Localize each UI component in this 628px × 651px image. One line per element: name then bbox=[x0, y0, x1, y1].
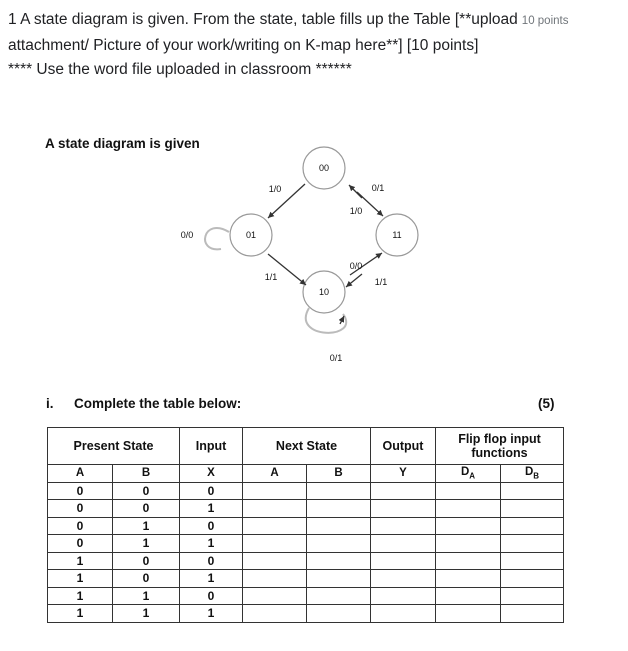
table-row bbox=[48, 517, 564, 535]
header-input: Input bbox=[180, 428, 243, 465]
cell-x: 1 bbox=[180, 605, 243, 623]
cell-next-b[interactable] bbox=[307, 517, 371, 535]
cell-next-a[interactable] bbox=[243, 552, 307, 570]
cell-da[interactable] bbox=[436, 482, 501, 500]
transition-label-01-10: 1/1 bbox=[264, 272, 278, 282]
cell-x: 1 bbox=[180, 570, 243, 588]
question-line-1-text: 1 A state diagram is given. From the state, table fills up the Table [**upload bbox=[8, 11, 518, 28]
arrow-11-00 bbox=[349, 185, 362, 198]
subheader-db-sub: B bbox=[533, 471, 540, 481]
header-output: Output bbox=[371, 428, 436, 465]
cell-next-a[interactable] bbox=[243, 500, 307, 518]
arrow-loop-10 bbox=[340, 316, 344, 324]
subheader-x: X bbox=[180, 465, 243, 483]
cell-a: 1 bbox=[48, 587, 113, 605]
cell-da[interactable] bbox=[436, 500, 501, 518]
table-header-row bbox=[48, 428, 564, 465]
cell-x: 0 bbox=[180, 517, 243, 535]
cell-next-b[interactable] bbox=[307, 535, 371, 553]
cell-output[interactable] bbox=[371, 517, 436, 535]
cell-da[interactable] bbox=[436, 587, 501, 605]
cell-a: 0 bbox=[48, 517, 113, 535]
sub-question bbox=[46, 396, 241, 411]
cell-db[interactable] bbox=[501, 517, 564, 535]
question-line-1 bbox=[8, 8, 618, 34]
question-image bbox=[0, 128, 628, 651]
cell-a: 0 bbox=[48, 535, 113, 553]
cell-next-b[interactable] bbox=[307, 605, 371, 623]
sub-question-number: i. bbox=[46, 396, 54, 411]
cell-output[interactable] bbox=[371, 552, 436, 570]
cell-b: 0 bbox=[113, 552, 180, 570]
table-row bbox=[48, 605, 564, 623]
cell-db[interactable] bbox=[501, 587, 564, 605]
cell-da[interactable] bbox=[436, 517, 501, 535]
arrow-11-10 bbox=[346, 274, 362, 287]
transition-label-11-00: 1/0 bbox=[349, 206, 363, 216]
cell-a: 1 bbox=[48, 605, 113, 623]
figure-title: A state diagram is given bbox=[45, 136, 200, 151]
cell-next-b[interactable] bbox=[307, 482, 371, 500]
table-row bbox=[48, 552, 564, 570]
question-line-3: **** Use the word file uploaded in classroom ****** bbox=[8, 61, 352, 78]
table-row bbox=[48, 535, 564, 553]
subheader-da-sub: A bbox=[469, 471, 476, 481]
cell-db[interactable] bbox=[501, 570, 564, 588]
cell-next-b[interactable] bbox=[307, 570, 371, 588]
cell-next-a[interactable] bbox=[243, 587, 307, 605]
cell-next-b[interactable] bbox=[307, 587, 371, 605]
subheader-b: B bbox=[113, 465, 180, 483]
cell-next-a[interactable] bbox=[243, 605, 307, 623]
table-row bbox=[48, 500, 564, 518]
transition-label-00-11: 0/1 bbox=[371, 183, 385, 193]
cell-da[interactable] bbox=[436, 605, 501, 623]
cell-output[interactable] bbox=[371, 500, 436, 518]
state-01-label: 01 bbox=[245, 230, 257, 240]
header-flip-flop: Flip flop input functions bbox=[436, 428, 564, 465]
cell-db[interactable] bbox=[501, 482, 564, 500]
points-badge: 10 points bbox=[521, 15, 569, 27]
subheader-next-b: B bbox=[307, 465, 371, 483]
cell-next-a[interactable] bbox=[243, 517, 307, 535]
cell-da[interactable] bbox=[436, 535, 501, 553]
transition-label-10-self: 0/1 bbox=[329, 353, 343, 363]
state-diagram bbox=[0, 128, 628, 388]
marks-label: (5) bbox=[538, 396, 555, 411]
cell-b: 1 bbox=[113, 535, 180, 553]
cell-db[interactable] bbox=[501, 535, 564, 553]
cell-da[interactable] bbox=[436, 552, 501, 570]
cell-b: 1 bbox=[113, 587, 180, 605]
cell-output[interactable] bbox=[371, 535, 436, 553]
transition-label-00-01: 1/0 bbox=[268, 184, 282, 194]
subheader-da bbox=[436, 465, 501, 483]
subheader-a: A bbox=[48, 465, 113, 483]
cell-a: 0 bbox=[48, 482, 113, 500]
cell-output[interactable] bbox=[371, 482, 436, 500]
table-subheader-row bbox=[48, 465, 564, 483]
subheader-da-base: D bbox=[460, 466, 470, 479]
question-text bbox=[8, 8, 618, 83]
cell-output[interactable] bbox=[371, 570, 436, 588]
transition-label-10-11: 1/1 bbox=[374, 277, 388, 287]
cell-x: 0 bbox=[180, 587, 243, 605]
cell-next-a[interactable] bbox=[243, 482, 307, 500]
cell-output[interactable] bbox=[371, 587, 436, 605]
subheader-db-base: D bbox=[524, 466, 534, 479]
header-present-state: Present State bbox=[48, 428, 180, 465]
cell-a: 1 bbox=[48, 570, 113, 588]
cell-db[interactable] bbox=[501, 605, 564, 623]
state-11-label: 11 bbox=[392, 230, 402, 240]
cell-db[interactable] bbox=[501, 500, 564, 518]
table-row bbox=[48, 482, 564, 500]
cell-b: 1 bbox=[113, 605, 180, 623]
subheader-db bbox=[501, 465, 564, 483]
cell-db[interactable] bbox=[501, 552, 564, 570]
cell-next-a[interactable] bbox=[243, 570, 307, 588]
cell-b: 0 bbox=[113, 500, 180, 518]
cell-x: 0 bbox=[180, 482, 243, 500]
cell-b: 1 bbox=[113, 517, 180, 535]
state-10-label: 10 bbox=[318, 287, 330, 297]
question-line-2: attachment/ Picture of your work/writing on K-map here**] [10 points] bbox=[8, 36, 479, 54]
cell-output[interactable] bbox=[371, 605, 436, 623]
cell-b: 0 bbox=[113, 482, 180, 500]
cell-next-a[interactable] bbox=[243, 535, 307, 553]
self-loop-10 bbox=[306, 308, 346, 333]
cell-b: 0 bbox=[113, 570, 180, 588]
header-next-state: Next State bbox=[243, 428, 371, 465]
subheader-y: Y bbox=[371, 465, 436, 483]
cell-a: 0 bbox=[48, 500, 113, 518]
self-loop-01 bbox=[205, 228, 229, 249]
state-00-label: 00 bbox=[318, 163, 330, 173]
transition-label-11-10: 0/0 bbox=[349, 261, 363, 271]
state-table bbox=[47, 427, 564, 623]
transition-label-01-self: 0/0 bbox=[180, 230, 194, 240]
table-row bbox=[48, 570, 564, 588]
cell-next-b[interactable] bbox=[307, 500, 371, 518]
cell-x: 1 bbox=[180, 535, 243, 553]
table-row bbox=[48, 587, 564, 605]
sub-question-text: Complete the table below: bbox=[74, 396, 242, 411]
cell-next-b[interactable] bbox=[307, 552, 371, 570]
cell-a: 1 bbox=[48, 552, 113, 570]
cell-da[interactable] bbox=[436, 570, 501, 588]
cell-x: 1 bbox=[180, 500, 243, 518]
cell-x: 0 bbox=[180, 552, 243, 570]
subheader-next-a: A bbox=[243, 465, 307, 483]
